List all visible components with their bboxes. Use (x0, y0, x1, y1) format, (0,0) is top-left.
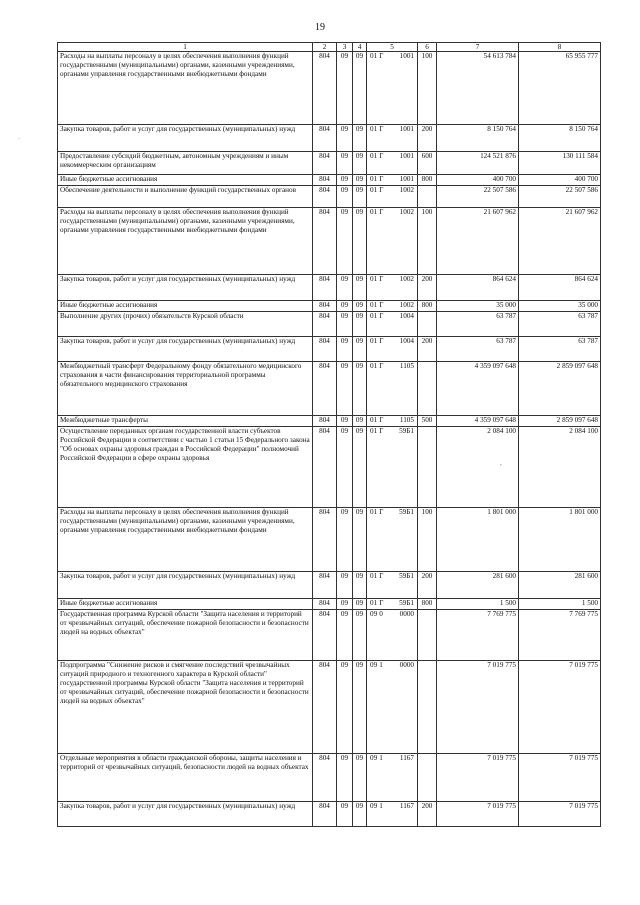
header-col-4: 4 (353, 43, 367, 52)
row-amount-year-1: 2 084 100 (437, 427, 519, 508)
target-article-part-1: 01 (370, 152, 378, 160)
target-article-part-3: 59Б1 (399, 508, 414, 516)
row-ministry-code: 804 (313, 416, 337, 427)
row-expense-type (418, 186, 437, 208)
table-row (58, 572, 601, 599)
row-amount-year-2: 1 500 (519, 599, 601, 610)
row-ministry-code: 804 (313, 337, 337, 362)
target-article-part-1: 09 (370, 661, 378, 669)
table-row (58, 175, 601, 186)
row-subsection-code: 09 (353, 301, 367, 312)
row-section-code: 09 (337, 301, 353, 312)
table-row (58, 416, 601, 427)
row-section-code: 09 (337, 337, 353, 362)
target-article-part-2: Г (379, 175, 384, 183)
table-row (58, 599, 601, 610)
table-row (58, 208, 601, 275)
row-target-article (367, 208, 418, 275)
target-article-part-3: 1002 (399, 275, 414, 283)
row-ministry-code: 804 (313, 802, 337, 827)
target-article-part-1: 01 (370, 186, 378, 194)
row-expense-type: 800 (418, 175, 437, 186)
row-name-cell: Межбюджетный трансферт Федеральному фонду обязательного медицинского страхования в части финансирования территориальной программы обязательного медицинского страхования (58, 362, 313, 416)
target-article-part-2: 1 (379, 802, 383, 810)
row-amount-year-1: 63 787 (437, 337, 519, 362)
target-article-part-2: Г (379, 508, 384, 516)
row-section-code: 09 (337, 599, 353, 610)
row-ministry-code: 804 (313, 362, 337, 416)
target-article-part-3: 1001 (399, 125, 414, 133)
row-amount-year-2: 2 859 097 648 (519, 362, 601, 416)
target-article-part-2: 1 (379, 661, 383, 669)
row-subsection-code: 09 (353, 416, 367, 427)
row-subsection-code: 09 (353, 125, 367, 152)
row-target-article (367, 754, 418, 802)
target-article-part-2: Г (379, 599, 384, 607)
target-article-part-2: Г (379, 572, 384, 580)
row-name-cell: Государственная программа Курской области "Защита населения и территорий от чрезвычайных ситуаций, обеспечение пожарной безопасности и безопасности людей на водных объектах" (58, 610, 313, 661)
row-expense-type (418, 427, 437, 508)
header-col-2: 2 (313, 43, 337, 52)
row-section-code: 09 (337, 208, 353, 275)
table-row (58, 337, 601, 362)
table-row (58, 301, 601, 312)
target-article-part-1: 01 (370, 208, 378, 216)
row-expense-type (418, 312, 437, 337)
target-article-part-2: Г (379, 362, 384, 370)
row-name-cell: Закупка товаров, работ и услуг для государственных (муниципальных) нужд (58, 275, 313, 301)
target-article-part-3: 1002 (399, 208, 414, 216)
row-subsection-code: 09 (353, 52, 367, 125)
row-amount-year-1: 124 521 876 (437, 152, 519, 175)
row-name-cell: Выполнение других (прочих) обязательств Курской области (58, 312, 313, 337)
row-amount-year-1: 35 000 (437, 301, 519, 312)
row-subsection-code: 09 (353, 337, 367, 362)
row-subsection-code: 09 (353, 208, 367, 275)
target-article-part-2: Г (379, 312, 384, 320)
row-name-cell: Межбюджетные трансферты (58, 416, 313, 427)
target-article-part-1: 01 (370, 416, 378, 424)
row-ministry-code: 804 (313, 572, 337, 599)
row-section-code: 09 (337, 312, 353, 337)
row-amount-year-2: 63 787 (519, 312, 601, 337)
row-subsection-code: 09 (353, 186, 367, 208)
row-ministry-code: 804 (313, 661, 337, 754)
row-amount-year-1: 864 624 (437, 275, 519, 301)
row-amount-year-1: 400 700 (437, 175, 519, 186)
row-ministry-code: 804 (313, 301, 337, 312)
row-ministry-code: 804 (313, 208, 337, 275)
target-article-part-2: Г (379, 186, 384, 194)
target-article-part-3: 1167 (399, 754, 414, 762)
target-article-part-3: 1001 (399, 152, 414, 160)
row-amount-year-1: 21 607 962 (437, 208, 519, 275)
target-article-part-1: 01 (370, 337, 378, 345)
row-amount-year-2: 130 111 584 (519, 152, 601, 175)
table-row (58, 754, 601, 802)
row-amount-year-1: 1 500 (437, 599, 519, 610)
row-target-article (367, 125, 418, 152)
row-target-article (367, 175, 418, 186)
header-col-3: 3 (337, 43, 353, 52)
row-section-code: 09 (337, 175, 353, 186)
row-ministry-code: 804 (313, 125, 337, 152)
row-amount-year-1: 4 359 097 648 (437, 362, 519, 416)
row-section-code: 09 (337, 416, 353, 427)
row-amount-year-2: 63 787 (519, 337, 601, 362)
row-amount-year-1: 7 019 775 (437, 802, 519, 827)
row-amount-year-1: 22 507 586 (437, 186, 519, 208)
target-article-part-3: 1105 (399, 416, 414, 424)
table-row (58, 362, 601, 416)
row-subsection-code: 09 (353, 312, 367, 337)
target-article-part-2: Г (379, 416, 384, 424)
row-target-article (367, 275, 418, 301)
row-target-article (367, 427, 418, 508)
row-target-article (367, 362, 418, 416)
row-name-cell: Предоставление субсидий бюджетным, автономным учреждениям и иным некоммерческим организациям (58, 152, 313, 175)
margin-mark: · (18, 135, 21, 143)
row-name-cell: Осуществление переданных органам государственной власти субъектов Российской Федерации в соответствии с частью 1 статьи 15 Федерального закона "Об основах охраны здоровья граждан в Российской Федерации" полномочий Российской Федерации в сфере охраны здоровья (58, 427, 313, 508)
target-article-part-3: 1167 (399, 802, 414, 810)
header-col-1: 1 (58, 43, 313, 52)
row-target-article (367, 186, 418, 208)
row-subsection-code: 09 (353, 599, 367, 610)
row-section-code: 09 (337, 610, 353, 661)
row-name-cell: Подпрограмма "Снижение рисков и смягчение последствий чрезвычайных ситуаций природного и техногенного характера в Курской области" государственной программы Курской области "Защита населения и территорий от чрезвычайных ситуаций, обеспечение пожарной безопасности и безопасности людей на водных объектах" (58, 661, 313, 754)
row-target-article (367, 661, 418, 754)
target-article-part-1: 01 (370, 275, 378, 283)
page-number: 19 (315, 22, 325, 33)
row-amount-year-1: 8 150 764 (437, 125, 519, 152)
row-subsection-code: 09 (353, 427, 367, 508)
target-article-part-1: 09 (370, 754, 378, 762)
target-article-part-3: 1001 (399, 175, 414, 183)
target-article-part-1: 01 (370, 52, 378, 60)
target-article-part-1: 09 (370, 802, 378, 810)
row-amount-year-1: 4 359 097 648 (437, 416, 519, 427)
row-name-cell: Расходы на выплаты персоналу в целях обеспечения выполнения функций государственными (муниципальными) органами, казенными учреждениями, органами управления государственными внебюджетными фондами (58, 52, 313, 125)
row-amount-year-2: 65 955 777 (519, 52, 601, 125)
row-ministry-code: 804 (313, 312, 337, 337)
target-article-part-2: Г (379, 125, 384, 133)
target-article-part-1: 01 (370, 362, 378, 370)
row-amount-year-1: 7 769 775 (437, 610, 519, 661)
target-article-part-2: Г (379, 337, 384, 345)
target-article-part-2: Г (379, 208, 384, 216)
row-expense-type: 200 (418, 802, 437, 827)
row-amount-year-2: 7 019 775 (519, 661, 601, 754)
header-col-5: 5 (367, 43, 418, 52)
row-section-code: 09 (337, 186, 353, 208)
row-section-code: 09 (337, 152, 353, 175)
target-article-part-1: 01 (370, 427, 378, 435)
row-name-cell: Иные бюджетные ассигнования (58, 301, 313, 312)
row-name-cell: Обеспечение деятельности и выполнение функций государственных органов (58, 186, 313, 208)
row-amount-year-2: 35 000 (519, 301, 601, 312)
target-article-part-1: 01 (370, 572, 378, 580)
header-col-8: 8 (519, 43, 601, 52)
row-target-article (367, 599, 418, 610)
row-ministry-code: 804 (313, 508, 337, 572)
target-article-part-1: 01 (370, 175, 378, 183)
row-target-article (367, 337, 418, 362)
row-subsection-code: 09 (353, 754, 367, 802)
row-name-cell: Закупка товаров, работ и услуг для государственных (муниципальных) нужд (58, 572, 313, 599)
row-subsection-code: 09 (353, 362, 367, 416)
row-amount-year-2: 281 600 (519, 572, 601, 599)
row-target-article (367, 572, 418, 599)
target-article-part-3: 1002 (399, 186, 414, 194)
row-expense-type: 200 (418, 125, 437, 152)
row-expense-type: 100 (418, 208, 437, 275)
target-article-part-2: Г (379, 427, 384, 435)
table-row (58, 275, 601, 301)
header-col-6: 6 (418, 43, 437, 52)
table-body (58, 52, 601, 827)
row-amount-year-2: 22 507 586 (519, 186, 601, 208)
row-ministry-code: 804 (313, 275, 337, 301)
row-amount-year-1: 63 787 (437, 312, 519, 337)
row-amount-year-2: 8 150 764 (519, 125, 601, 152)
row-name-cell: Закупка товаров, работ и услуг для государственных (муниципальных) нужд (58, 802, 313, 827)
table-row (58, 508, 601, 572)
row-ministry-code: 804 (313, 427, 337, 508)
row-ministry-code: 804 (313, 599, 337, 610)
row-ministry-code: 804 (313, 754, 337, 802)
row-amount-year-1: 281 600 (437, 572, 519, 599)
target-article-part-1: 01 (370, 508, 378, 516)
row-subsection-code: 09 (353, 661, 367, 754)
row-name-cell: Отдельные мероприятия в области гражданской обороны, защиты населения и территорий от чрезвычайных ситуаций, безопасности людей на водных объектах (58, 754, 313, 802)
row-name-cell: Закупка товаров, работ и услуг для государственных (муниципальных) нужд (58, 125, 313, 152)
row-section-code: 09 (337, 754, 353, 802)
target-article-part-3: 59Б1 (399, 572, 414, 580)
row-amount-year-2: 7 019 775 (519, 802, 601, 827)
target-article-part-1: 01 (370, 301, 378, 309)
target-article-part-1: 01 (370, 312, 378, 320)
header-row (58, 43, 601, 52)
row-ministry-code: 804 (313, 186, 337, 208)
row-expense-type: 200 (418, 337, 437, 362)
row-section-code: 09 (337, 508, 353, 572)
row-section-code: 09 (337, 802, 353, 827)
row-expense-type: 800 (418, 301, 437, 312)
row-section-code: 09 (337, 362, 353, 416)
row-target-article (367, 416, 418, 427)
row-name-cell: Расходы на выплаты персоналу в целях обеспечения выполнения функций государственными (муниципальными) органами, казенными учреждениями, органами управления государственными внебюджетными фондами (58, 208, 313, 275)
row-expense-type: 800 (418, 599, 437, 610)
row-subsection-code: 09 (353, 152, 367, 175)
row-amount-year-2: 2 084 100 (519, 427, 601, 508)
target-article-part-3: 1105 (399, 362, 414, 370)
row-target-article (367, 610, 418, 661)
table-row (58, 52, 601, 125)
row-amount-year-2: 7 769 775 (519, 610, 601, 661)
target-article-part-3: 59Б1 (399, 427, 414, 435)
row-subsection-code: 09 (353, 275, 367, 301)
table-row (58, 152, 601, 175)
row-ministry-code: 804 (313, 152, 337, 175)
row-target-article (367, 152, 418, 175)
row-section-code: 09 (337, 125, 353, 152)
table-row (58, 802, 601, 827)
target-article-part-3: 1002 (399, 301, 414, 309)
row-target-article (367, 52, 418, 125)
scan-dot: , (500, 459, 502, 467)
table-row (58, 125, 601, 152)
target-article-part-3: 0000 (399, 610, 414, 618)
target-article-part-1: 09 (370, 610, 378, 618)
row-amount-year-2: 21 607 962 (519, 208, 601, 275)
row-section-code: 09 (337, 427, 353, 508)
table-row (58, 661, 601, 754)
row-expense-type (418, 661, 437, 754)
row-expense-type: 600 (418, 152, 437, 175)
row-amount-year-1: 1 801 000 (437, 508, 519, 572)
target-article-part-3: 1004 (399, 312, 414, 320)
row-expense-type (418, 610, 437, 661)
target-article-part-3: 1004 (399, 337, 414, 345)
row-subsection-code: 09 (353, 508, 367, 572)
header-col-7: 7 (437, 43, 519, 52)
row-subsection-code: 09 (353, 175, 367, 186)
target-article-part-3: 1001 (399, 52, 414, 60)
row-amount-year-2: 7 019 775 (519, 754, 601, 802)
row-ministry-code: 804 (313, 52, 337, 125)
budget-table (57, 42, 601, 827)
target-article-part-2: 1 (379, 754, 383, 762)
row-amount-year-2: 1 801 000 (519, 508, 601, 572)
row-expense-type: 500 (418, 416, 437, 427)
row-expense-type: 100 (418, 52, 437, 125)
row-amount-year-2: 864 624 (519, 275, 601, 301)
target-article-part-2: 0 (379, 610, 383, 618)
row-target-article (367, 802, 418, 827)
row-amount-year-2: 400 700 (519, 175, 601, 186)
row-expense-type (418, 754, 437, 802)
row-amount-year-2: 2 859 097 648 (519, 416, 601, 427)
table-row (58, 312, 601, 337)
row-name-cell: Иные бюджетные ассигнования (58, 599, 313, 610)
table-row (58, 427, 601, 508)
row-ministry-code: 804 (313, 175, 337, 186)
target-article-part-1: 01 (370, 599, 378, 607)
row-section-code: 09 (337, 275, 353, 301)
row-expense-type (418, 362, 437, 416)
row-target-article (367, 301, 418, 312)
row-subsection-code: 09 (353, 572, 367, 599)
target-article-part-2: Г (379, 301, 384, 309)
row-amount-year-1: 7 019 775 (437, 754, 519, 802)
row-subsection-code: 09 (353, 802, 367, 827)
row-expense-type: 200 (418, 572, 437, 599)
table-row (58, 610, 601, 661)
target-article-part-3: 0000 (399, 661, 414, 669)
target-article-part-3: 59Б1 (399, 599, 414, 607)
row-target-article (367, 508, 418, 572)
row-ministry-code: 804 (313, 610, 337, 661)
row-expense-type: 200 (418, 275, 437, 301)
row-amount-year-1: 54 613 784 (437, 52, 519, 125)
row-section-code: 09 (337, 572, 353, 599)
row-section-code: 09 (337, 52, 353, 125)
row-name-cell: Иные бюджетные ассигнования (58, 175, 313, 186)
row-subsection-code: 09 (353, 610, 367, 661)
row-amount-year-1: 7 019 775 (437, 661, 519, 754)
row-name-cell: Расходы на выплаты персоналу в целях обеспечения выполнения функций государственными (муниципальными) органами, казенными учреждениями, органами управления государственными внебюджетными фондами (58, 508, 313, 572)
target-article-part-2: Г (379, 275, 384, 283)
target-article-part-2: Г (379, 52, 384, 60)
row-target-article (367, 312, 418, 337)
row-section-code: 09 (337, 661, 353, 754)
table-row (58, 186, 601, 208)
target-article-part-1: 01 (370, 125, 378, 133)
target-article-part-2: Г (379, 152, 384, 160)
row-expense-type: 100 (418, 508, 437, 572)
row-name-cell: Закупка товаров, работ и услуг для государственных (муниципальных) нужд (58, 337, 313, 362)
